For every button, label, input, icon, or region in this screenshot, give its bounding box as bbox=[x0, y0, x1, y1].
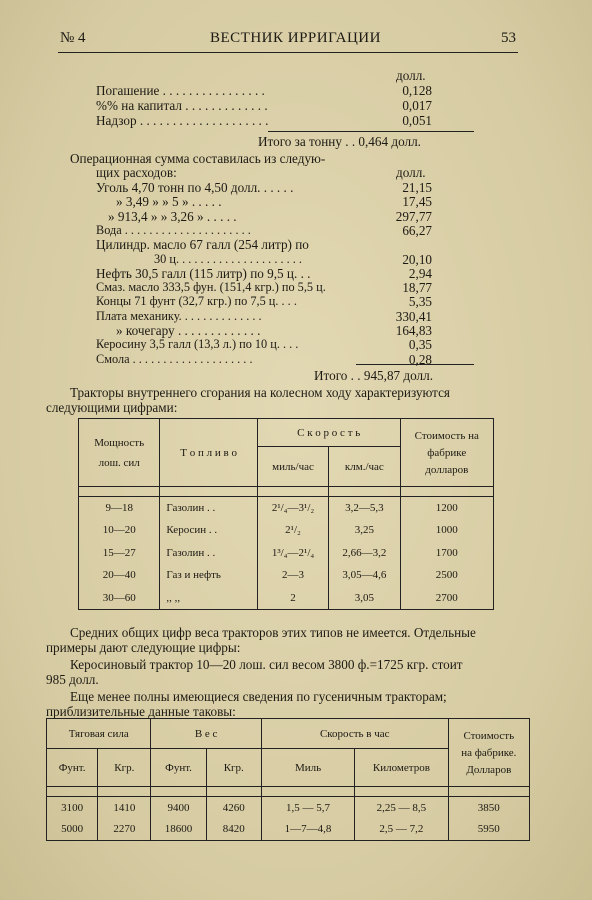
cost-row-label: %% на капитал . . . . . . . . . . . . . bbox=[96, 98, 268, 113]
header-rule bbox=[58, 52, 518, 53]
cell-d_lb: 3100 bbox=[47, 797, 98, 819]
operating-row-label: Цилиндр. масло 67 галл (254 литр) по bbox=[96, 237, 309, 253]
header-text: Долларов bbox=[466, 763, 512, 776]
cell-km: 2,5 — 7,2 bbox=[355, 819, 448, 841]
operating-row-value: 20,10 bbox=[402, 251, 432, 267]
col-header-kmh: клм./час bbox=[329, 447, 400, 487]
header-text: Мощность bbox=[94, 436, 145, 449]
cell-d_kg: 1410 bbox=[98, 797, 151, 819]
page-header bbox=[60, 30, 516, 50]
operating-intro: Операционная сумма составилась из следую- bbox=[70, 151, 326, 166]
table-row bbox=[47, 819, 530, 841]
wheeled-tractors-table bbox=[78, 418, 494, 610]
cell-w_lb: 18600 bbox=[151, 819, 206, 841]
header-text: Стоимость на bbox=[414, 429, 479, 442]
cost-row-value: 0,051 bbox=[402, 113, 432, 128]
col-header-cost bbox=[448, 719, 529, 787]
cell-fuel: Газолин . . bbox=[160, 542, 257, 565]
operating-row-value: 21,15 bbox=[402, 180, 432, 195]
cell-mph: 2—3 bbox=[257, 564, 328, 587]
paragraph-line: Средних общих цифр веса тракторов этих типов не имеется. Отдельные bbox=[70, 625, 476, 640]
col-header-draft-kg: Кгр. bbox=[98, 749, 151, 787]
col-header-draft: Тяговая сила bbox=[47, 719, 151, 749]
col-header-km: Километров bbox=[355, 749, 448, 787]
cell-power: 10—20 bbox=[79, 519, 160, 542]
cell-fuel: ,, ,, bbox=[160, 587, 257, 610]
operating-row-value: 164,83 bbox=[395, 323, 432, 338]
operating-unit: долл. bbox=[396, 165, 426, 180]
cell-miles: 1—7—4,8 bbox=[261, 819, 354, 841]
cell-fuel: Газ и нефть bbox=[160, 564, 257, 587]
table-row bbox=[79, 497, 494, 520]
cell-cost: 3850 bbox=[448, 797, 529, 819]
journal-title: ВЕСТНИК ИРРИГАЦИИ bbox=[210, 30, 381, 46]
cost-row-label: Погашение . . . . . . . . . . . . . . . . bbox=[96, 83, 265, 98]
page-number: 53 bbox=[501, 30, 516, 46]
total-rule bbox=[268, 131, 474, 132]
col-header-fuel: Т о п л и в о bbox=[160, 419, 257, 487]
operating-row-label: Вода . . . . . . . . . . . . . . . . . . . . . bbox=[96, 222, 251, 237]
cell-kmh: 2,66—3,2 bbox=[329, 542, 400, 565]
table-row bbox=[79, 587, 494, 610]
cell-power: 9—18 bbox=[79, 497, 160, 520]
cell-fuel: Керосин . . bbox=[160, 519, 257, 542]
cell-miles: 1,5 — 5,7 bbox=[261, 797, 354, 819]
cell-kmh: 3,05—4,6 bbox=[329, 564, 400, 587]
operating-row-label: Концы 71 фунт (32,7 кгр.) по 7,5 ц. . . . bbox=[96, 294, 297, 309]
operating-row-label: Нефть 30,5 галл (115 литр) по 9,5 ц. . . bbox=[96, 265, 311, 281]
col-header-miles: Миль bbox=[261, 749, 354, 787]
operating-row-value: 2,94 bbox=[408, 265, 432, 281]
operating-row-value: 0,35 bbox=[408, 337, 432, 353]
costs-unit: долл. bbox=[396, 68, 426, 83]
cell-kmh: 3,05 bbox=[329, 587, 400, 610]
header-text: фабрике bbox=[427, 446, 467, 459]
col-header-weight: В е с bbox=[151, 719, 261, 749]
cell-power: 30—60 bbox=[79, 587, 160, 610]
costs-total: Итого за тонну . . 0,464 долл. bbox=[258, 134, 421, 149]
cell-d_lb: 5000 bbox=[47, 819, 98, 841]
cell-mph: 2 bbox=[257, 587, 328, 610]
paragraph-line: примеры дают следующие цифры: bbox=[46, 640, 241, 655]
col-header-weight-lb: Фунт. bbox=[151, 749, 206, 787]
cell-cost: 1000 bbox=[400, 519, 493, 542]
col-header-power bbox=[79, 419, 160, 487]
paragraph-line: Тракторы внутреннего сгорания на колесном ходу характеризуются bbox=[70, 385, 450, 400]
cell-km: 2,25 — 8,5 bbox=[355, 797, 448, 819]
cell-power: 15—27 bbox=[79, 542, 160, 565]
col-header-draft-lb: Фунт. bbox=[47, 749, 98, 787]
cell-cost: 5950 bbox=[448, 819, 529, 841]
cell-cost: 1200 bbox=[400, 497, 493, 520]
col-header-mph: миль/час bbox=[257, 447, 328, 487]
col-header-cost bbox=[400, 419, 493, 487]
cost-row-label: Надзор . . . . . . . . . . . . . . . . . . . . bbox=[96, 113, 269, 128]
cell-kmh: 3,2—5,3 bbox=[329, 497, 400, 520]
cell-power: 20—40 bbox=[79, 564, 160, 587]
paragraph-line: 985 долл. bbox=[46, 672, 99, 687]
operating-row-value: 18,77 bbox=[402, 280, 432, 296]
cell-cost: 1700 bbox=[400, 542, 493, 565]
header-text: лош. сил bbox=[98, 456, 140, 469]
operating-row-value: 0,28 bbox=[408, 351, 432, 367]
operating-row-label: » 3,49 » » 5 » . . . . . bbox=[116, 194, 222, 210]
operating-total: Итого . . 945,87 долл. bbox=[314, 368, 434, 383]
header-text: долларов bbox=[425, 463, 469, 476]
cell-mph: 1³/₄—2¹/₄ bbox=[257, 542, 328, 565]
operating-row-value: 5,35 bbox=[408, 294, 432, 310]
operating-row-label: Смаз. масло 333,5 фун. (151,4 кгр.) по 5,5 ц. bbox=[96, 280, 326, 295]
header-text: Стоимость bbox=[463, 729, 515, 742]
operating-intro-cont: щих расходов: bbox=[96, 165, 177, 180]
cost-row-value: 0,017 bbox=[402, 98, 432, 113]
operating-row-label: Керосину 3,5 галл (13,3 л.) по 10 ц. . . . bbox=[96, 337, 299, 352]
cost-row-value: 0,128 bbox=[402, 83, 432, 98]
table-row bbox=[79, 564, 494, 587]
col-header-weight-kg: Кгр. bbox=[206, 749, 261, 787]
issue-number: № 4 bbox=[60, 30, 86, 46]
cell-cost: 2500 bbox=[400, 564, 493, 587]
operating-row-label: Смола . . . . . . . . . . . . . . . . . . . . bbox=[96, 351, 253, 366]
tracked-tractors-table bbox=[46, 718, 530, 841]
cell-d_kg: 2270 bbox=[98, 819, 151, 841]
operating-row-label: » 913,4 » » 3,26 » . . . . . bbox=[108, 208, 237, 224]
table-row bbox=[79, 519, 494, 542]
operating-row-label: 30 ц. . . . . . . . . . . . . . . . . . . . . bbox=[154, 251, 302, 266]
paragraph-line: следующими цифрами: bbox=[46, 400, 178, 415]
cell-w_lb: 9400 bbox=[151, 797, 206, 819]
table-row bbox=[47, 797, 530, 819]
operating-row-label: » кочегару . . . . . . . . . . . . . bbox=[116, 323, 261, 338]
operating-total-rule bbox=[356, 364, 474, 365]
cell-w_kg: 4260 bbox=[206, 797, 261, 819]
col-header-speed: С к о р о с т ь bbox=[257, 419, 400, 447]
header-text: на фабрике. bbox=[461, 746, 517, 759]
cell-fuel: Газолин . . bbox=[160, 497, 257, 520]
cell-mph: 2¹/₄—3¹/₂ bbox=[257, 497, 328, 520]
operating-row-value: 297,77 bbox=[395, 208, 432, 224]
cell-cost: 2700 bbox=[400, 587, 493, 610]
cell-mph: 2¹/₂ bbox=[257, 519, 328, 542]
paragraph-line: Керосиновый трактор 10—20 лош. сил весом 3800 ф.=1725 кгр. стоит bbox=[70, 657, 463, 672]
cell-w_kg: 8420 bbox=[206, 819, 261, 841]
operating-row-value: 17,45 bbox=[402, 194, 432, 210]
paragraph-line: Еще менее полны имеющиеся сведения по гусеничным тракторам; bbox=[70, 689, 447, 704]
cell-kmh: 3,25 bbox=[329, 519, 400, 542]
paragraph-line: приблизительные данные таковы: bbox=[46, 704, 236, 719]
operating-row-label: Плата механику. . . . . . . . . . . . . . bbox=[96, 308, 262, 323]
operating-row-value: 330,41 bbox=[395, 308, 432, 324]
col-header-speed: Скорость в час bbox=[261, 719, 448, 749]
operating-row-label: Уголь 4,70 тонн по 4,50 долл. . . . . . bbox=[96, 180, 294, 195]
table-row bbox=[79, 542, 494, 565]
operating-row-value: 66,27 bbox=[402, 222, 432, 238]
